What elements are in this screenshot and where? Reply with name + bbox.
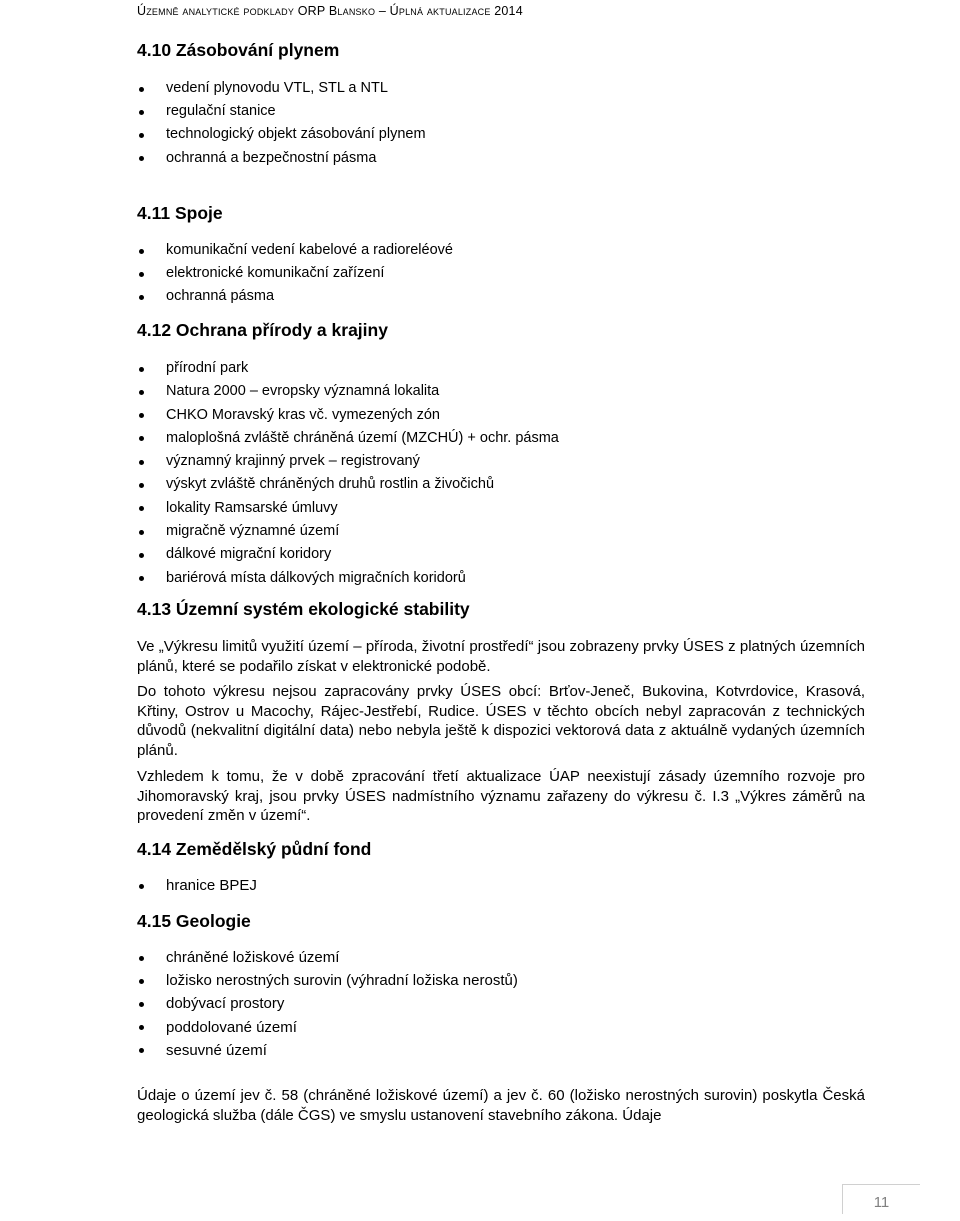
list-item: významný krajinný prvek – registrovaný: [137, 450, 559, 473]
list-4-10: [137, 77, 426, 170]
list-item: lokality Ramsarské úmluvy: [137, 497, 559, 520]
header-title-orp: ORP: [297, 4, 326, 18]
header-title-part2: Blansko – Úplná aktualizace 2014: [328, 4, 523, 18]
list-item: přírodní park: [137, 357, 559, 380]
paragraph-geology-source: Údaje o území jev č. 58 (chráněné ložiskové území) a jev č. 60 (ložisko nerostných surovin) poskytla Česká geologická služba (dále ČGS) ve smyslu ustanovení stavebního zákona. Údaje: [137, 1087, 865, 1124]
list-item: poddolované území: [137, 1016, 518, 1039]
paragraph-uses-missing: Do tohoto výkresu nejsou zapracovány prvky ÚSES obcí: Brťov-Jeneč, Bukovina, Kotvrdovice, Krasová, Křtiny, Ostrov u Macochy, Rájec-Jestřebí, Rudice. ÚSES v těchto obcích nebyl zapracován z technických důvodů (nekvalitní digitální data) nebo nebyla ještě k dispozici vektorová data z aktuálně vydaných územních plánů.: [137, 683, 865, 759]
list-4-12: [137, 357, 559, 590]
list-item: elektronické komunikační zařízení: [137, 262, 453, 285]
heading-4-14: 4.14 Zemědělský půdní fond: [137, 839, 372, 859]
heading-4-10: 4.10 Zásobování plynem: [137, 40, 340, 60]
list-item: CHKO Moravský kras vč. vymezených zón: [137, 404, 559, 427]
heading-4-12: 4.12 Ochrana přírody a krajiny: [137, 320, 388, 340]
heading-4-15: 4.15 Geologie: [137, 911, 251, 931]
list-4-11: [137, 239, 453, 309]
list-item: migračně významné území: [137, 520, 559, 543]
running-header: [137, 4, 523, 18]
heading-4-13: 4.13 Územní systém ekologické stability: [137, 599, 470, 619]
list-item: vedení plynovodu VTL, STL a NTL: [137, 77, 426, 100]
list-item: sesuvné území: [137, 1039, 518, 1062]
page-number: 11: [842, 1184, 920, 1214]
list-item: ochranná pásma: [137, 285, 453, 308]
list-4-15: [137, 946, 518, 1062]
list-4-14: [137, 874, 257, 897]
paragraph-uses-zur: Vzhledem k tomu, že v době zpracování třetí aktualizace ÚAP neexistují zásady územního rozvoje pro Jihomoravský kraj, jsou prvky ÚSES nadmístního významu zařazeny do výkresu č. I.3 „Výkres záměrů na provedení změn v území“.: [137, 768, 865, 824]
list-item: regulační stanice: [137, 100, 426, 123]
header-title-part1: Územně analytické podklady: [137, 4, 295, 18]
list-item: dálkové migrační koridory: [137, 543, 559, 566]
list-item: výskyt zvláště chráněných druhů rostlin a živočichů: [137, 473, 559, 496]
list-item: chráněné ložiskové území: [137, 946, 518, 969]
list-item: Natura 2000 – evropsky významná lokalita: [137, 380, 559, 403]
list-item: hranice BPEJ: [137, 874, 257, 897]
list-item: dobývací prostory: [137, 992, 518, 1015]
list-item: ochranná a bezpečnostní pásma: [137, 147, 426, 170]
heading-4-11: 4.11 Spoje: [137, 203, 223, 223]
list-item: bariérová místa dálkových migračních koridorů: [137, 567, 559, 590]
list-item: komunikační vedení kabelové a radioreléové: [137, 239, 453, 262]
list-item: ložisko nerostných surovin (výhradní ložiska nerostů): [137, 969, 518, 992]
list-item: maloplošná zvláště chráněná území (MZCHÚ) + ochr. pásma: [137, 427, 559, 450]
paragraph-uses-intro: Ve „Výkresu limitů využití území – příroda, životní prostředí“ jsou zobrazeny prvky ÚSES z platných územních plánů, které se podařilo získat v elektronické podobě.: [137, 638, 865, 675]
list-item: technologický objekt zásobování plynem: [137, 123, 426, 146]
